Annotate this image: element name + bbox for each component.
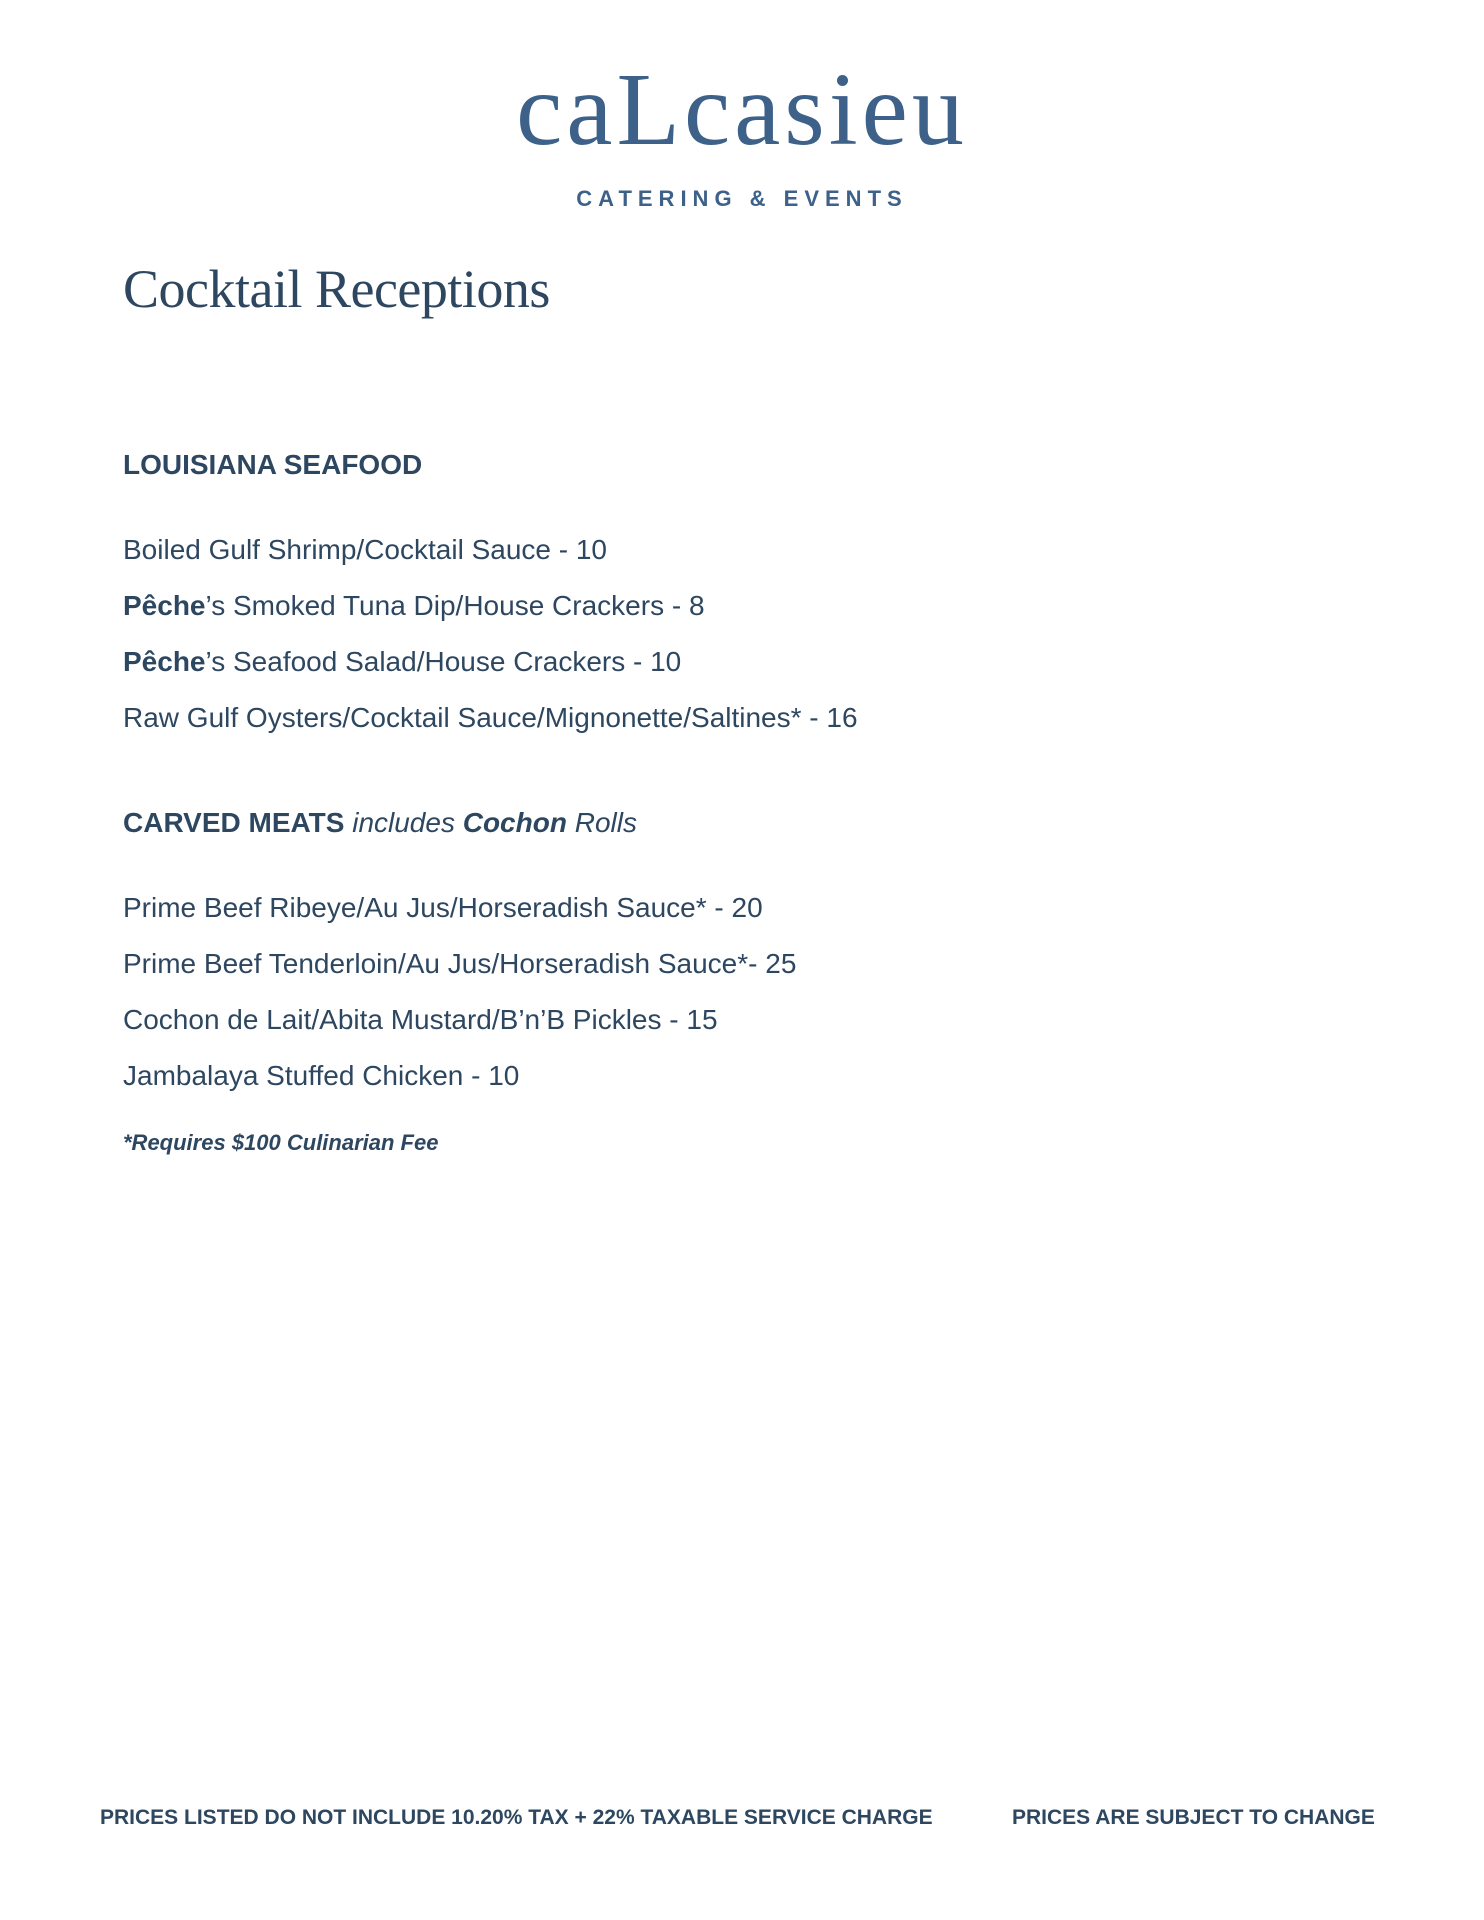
menu-item (123, 690, 858, 746)
menu-item-text: Prime Beef Ribeye/Au Jus/Horseradish Sauce* - 20 (123, 892, 763, 923)
footer-tax-notice: PRICES LISTED DO NOT INCLUDE 10.20% TAX + 22% TAXABLE SERVICE CHARGE (100, 1806, 933, 1829)
menu-item (123, 634, 858, 690)
menu-item-brand: Pêche (123, 590, 206, 621)
menu-item-text: ’s Smoked Tuna Dip/House Crackers - 8 (205, 590, 705, 621)
menu-item-list (123, 880, 796, 1104)
menu-item (123, 936, 796, 992)
section-heading: LOUISIANA SEAFOOD (123, 449, 423, 480)
menu-item-brand: Pêche (123, 646, 206, 677)
menu-item-text: Raw Gulf Oysters/Cocktail Sauce/Mignonette/Saltines* - 16 (123, 702, 858, 733)
section-heading-title: CARVED MEATS (123, 807, 345, 838)
logo-wordmark: caLcasieu (516, 52, 968, 167)
page-title: Cocktail Receptions (123, 259, 550, 319)
menu-item (123, 1048, 796, 1104)
menu-item (123, 992, 796, 1048)
section-note-prefix: includes (344, 807, 463, 838)
menu-item (123, 880, 796, 936)
footer-price-notice: PRICES ARE SUBJECT TO CHANGE (1012, 1806, 1375, 1829)
menu-item-text: Boiled Gulf Shrimp/Cocktail Sauce - 10 (123, 534, 607, 565)
footnote: *Requires $100 Culinarian Fee (123, 1130, 439, 1155)
menu-item-text: Jambalaya Stuffed Chicken - 10 (123, 1060, 520, 1091)
section-heading (123, 806, 796, 840)
section-note-bold: Cochon (462, 807, 567, 838)
menu-item-text: Prime Beef Tenderloin/Au Jus/Horseradish Sauce*- 25 (123, 948, 797, 979)
logo-subtitle: CATERING & EVENTS (576, 186, 908, 211)
menu-item-list (123, 522, 858, 746)
section-note-suffix: Rolls (566, 807, 637, 838)
menu-item-text: ’s Seafood Salad/House Crackers - 10 (205, 646, 682, 677)
section-louisiana-seafood (123, 448, 858, 746)
section-carved-meats (123, 806, 796, 1104)
menu-item-text: Cochon de Lait/Abita Mustard/B’n’B Pickles - 15 (123, 1004, 718, 1035)
menu-item (123, 578, 858, 634)
menu-item (123, 522, 858, 578)
brand-logo (0, 52, 1484, 212)
